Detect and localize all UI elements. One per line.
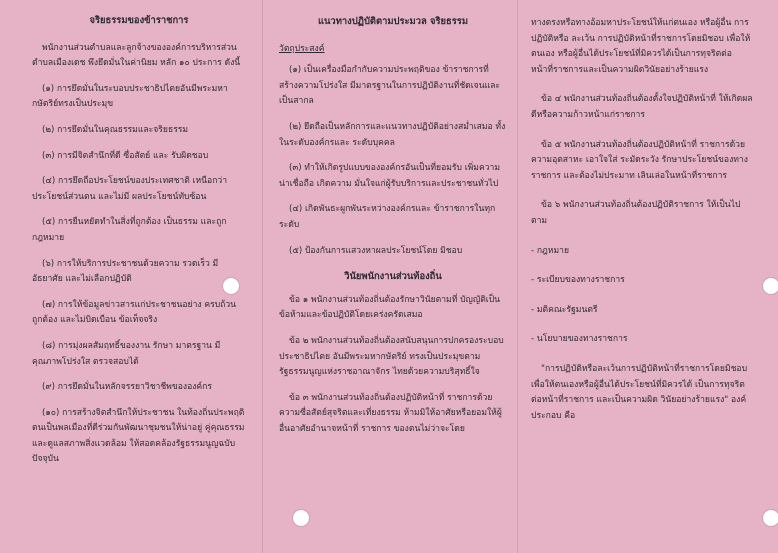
column-ethics bbox=[32, 0, 246, 553]
ethics-item: (๔) การยึดถือประโยชน์ของประเทศชาติ เหนือกว่าประโยชน์ส่วนตน และไม่มี ผลประโยชน์ทับซ้อน bbox=[32, 176, 228, 202]
binder-hole bbox=[292, 509, 310, 527]
ethics-item: (๓) การมีจิตสำนึกที่ดี ซื่อสัตย์ และ รับผิดชอบ bbox=[42, 150, 209, 161]
bullet-policy: - นโยบายของทางราชการ bbox=[531, 334, 628, 345]
objective-item: (๕) ป้องกันการแสวงหาผลประโยชน์โดย มิชอบ bbox=[289, 245, 463, 256]
ethics-heading: จริยธรรมของข้าราชการ bbox=[89, 15, 189, 26]
fold-line-right bbox=[517, 0, 518, 553]
bullet-regulation: - ระเบียบของทางราชการ bbox=[531, 275, 625, 286]
ethics-item: (๙) การยึดมั่นในหลักจรรยาวิชาชีพขององค์กร bbox=[42, 382, 213, 393]
discipline-rule: ข้อ ๑ พนักงานส่วนท้องถิ่นต้องรักษาวินัยตามที่ บัญญัติเป็นข้อห้ามและข้อปฏิบัติโดยเคร่งครัดเสมอ bbox=[279, 294, 501, 321]
ethics-item: (๖) การให้บริการประชาชนด้วยความ รวดเร็ว มีอัธยาศัย และไม่เลือกปฏิบัติ bbox=[32, 258, 219, 285]
column-guidelines bbox=[279, 0, 507, 553]
discipline-heading: วินัยพนักงานส่วนท้องถิ่น bbox=[344, 271, 442, 283]
discipline-paragraph: ข้อ ๔ พนักงานส่วนท้องถิ่นต้องตั้งใจปฏิบัติหน้าที่ ให้เกิดผลดีหรือความก้าวหน้าแก่ราชการ bbox=[531, 94, 753, 120]
discipline-rule: ข้อ ๓ พนักงานส่วนท้องถิ่นต้องปฏิบัติหน้าที่ ราชการด้วยความซื่อสัตย์สุจริตและเที่ยงธรรม ห้ามมิให้อาศัยหรือยอมให้ผู้อื่นอาศัยอำนาจหน้าที่ ราชการ ของตนไม่ว่าจะโดย bbox=[279, 392, 502, 434]
ethics-intro: พนักงานส่วนตำบลและลูกจ้างขององค์การบริหารส่วนตำบลเมืองเดช พึงยึดมั่นในค่านิยม หลัก ๑๐ ประการ ดังนี้ bbox=[32, 42, 241, 69]
objective-item: (๒) ยึดถือเป็นหลักการและแนวทางปฏิบัติอย่างสม่ำเสมอ ทั้งในระดับองค์กรและ ระดับบุคคล bbox=[279, 121, 506, 148]
column-discipline-continued bbox=[531, 0, 754, 553]
bullet-cabinet-resolution: - มติคณะรัฐมนตรี bbox=[531, 304, 598, 315]
ethics-item: (๒) การยึดมั่นในคุณธรรมและจริยธรรม bbox=[42, 124, 189, 135]
bullet-law: - กฎหมาย bbox=[531, 245, 569, 256]
objective-item: (๔) เกิดพันธะผูกพันระหว่างองค์กรและ ข้าราชการในทุกระดับ bbox=[279, 204, 496, 230]
ethics-item: (๘) การมุ่งผลสัมฤทธิ์ของงาน รักษา มาตรฐาน มีคุณภาพโปร่งใส ตรวจสอบได้ bbox=[32, 340, 221, 367]
guidelines-heading: แนวทางปฏิบัติตามประมวล จริยธรรม bbox=[317, 16, 469, 27]
binder-hole bbox=[762, 509, 778, 527]
ethics-item: (๗) การให้ข้อมูลข่าวสารแก่ประชาชนอย่าง ครบถ้วน ถูกต้อง และไม่บิดเบือน ข้อเท็จจริง bbox=[32, 299, 237, 326]
binder-hole bbox=[762, 277, 778, 295]
discipline-paragraph: ข้อ ๕ พนักงานส่วนท้องถิ่นต้องปฏิบัติหน้าที่ ราชการด้วยความอุตสาหะ เอาใจใส่ ระมัดระวัง รักษาประโยชน์ของทางราชการ และต้องไม่ประมาท เลินเล่อในหน้าที่ราชการ bbox=[531, 139, 748, 181]
ethics-item: (๕) การยืนหยัดทำในสิ่งที่ถูกต้อง เป็นธรรม และถูกกฎหมาย bbox=[32, 217, 227, 243]
ethics-item: (๑) การยึดมั่นในระบอบประชาธิปไตยอันมีพระมหากษัตริย์ทรงเป็นประมุข bbox=[32, 83, 228, 110]
fold-line-left bbox=[262, 0, 263, 553]
discipline-paragraph: ข้อ ๖ พนักงานส่วนท้องถิ่นต้องปฏิบัติราชการ ให้เป็นไปตาม bbox=[531, 200, 741, 226]
objective-item: (๓) ทำให้เกิดรูปแบบขององค์กรอันเป็นที่ยอมรับ เพิ่มความน่าเชื่อถือ เกิดความ มั่นใจแก่ผู้รับบริการและประชาชนทั่วไป bbox=[279, 163, 501, 189]
ethics-item: (๑๐) การสร้างจิตสำนึกให้ประชาชน ในท้องถิ่นประพฤติตนเป็นพลเมืองที่ดีร่วมกันพัฒนาชุมชนให้น่าอยู่ คู่คุณธรรม และดูแลสภาพสิ่งแวดล้อม ให้สอดคล้องรัฐธรรมนูญฉบับปัจจุบัน bbox=[32, 407, 245, 465]
discipline-rule: ข้อ ๒ พนักงานส่วนท้องถิ่นต้องสนับสนุนการปกครองระบอบประชาธิปไตย อันมีพระมหากษัตริย์ ทรงเป็นประมุขตามรัฐธรรมนูญแห่งราชอาณาจักร ไทยด้วยความบริสุทธิ์ใจ bbox=[279, 335, 504, 378]
objective-item: (๑) เป็นเครื่องมือกำกับความประพฤติของ ข้าราชการที่สร้างความโปร่งใส มีมาตรฐานในการปฏิบัติงานที่ชัดเจนและ เป็นสากล bbox=[279, 65, 501, 107]
binder-hole bbox=[222, 277, 240, 295]
quote-paragraph: "การปฏิบัติหรือละเว้นการปฏิบัติหน้าที่ราชการโดยมิชอบ เพื่อให้ตนเองหรือผู้อื่นได้ประโยชน์ที่มิควรได้ เป็นการทุจริตต่อหน้าที่ราชการ และเป็นความผิด วินัยอย่างร้ายแรง" องค์ประกอบ คือ bbox=[531, 363, 748, 421]
discipline-paragraph: ทางตรงหรือทางอ้อมหาประโยชน์ให้แก่ตนเอง หรือผู้อื่น การปฏิบัติหรือ ละเว้น การปฏิบัติหน้าที่ราชการโดยมิชอบ เพื่อให้ตนเอง หรือผู้อื่นได้ประโยชน์ที่มิควรได้เป็นการทุจริตต่อ หน้าที่ราชการและเป็นความผิดวินัยอย่างร้ายแรง bbox=[531, 18, 751, 75]
objectives-subheading: วัตถุประสงค์ bbox=[279, 43, 325, 54]
